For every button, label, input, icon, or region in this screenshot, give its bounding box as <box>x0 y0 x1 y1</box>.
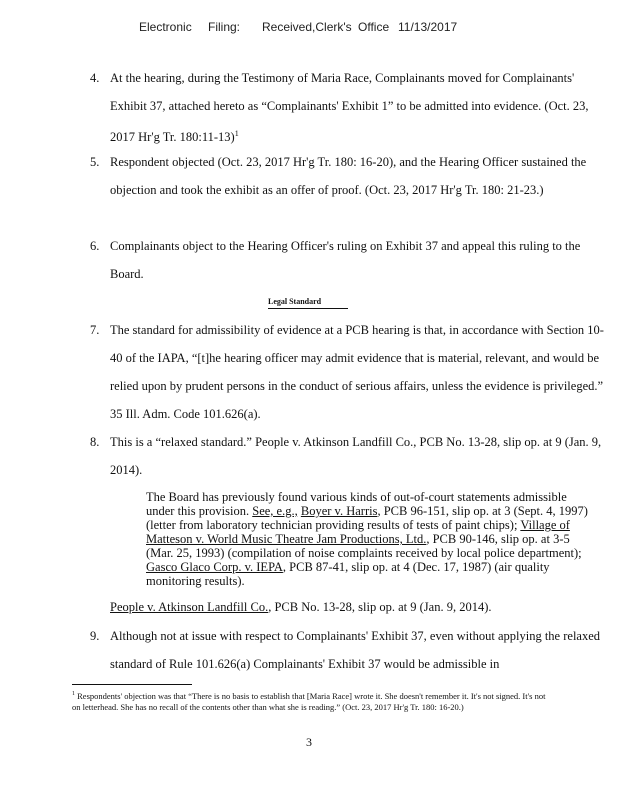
footnote-ref: 1 <box>234 129 239 138</box>
block-quote-citation <box>110 600 590 615</box>
paragraph-number: 5. <box>90 155 100 169</box>
quote-case-3-cite: , PCB 87-41, slip op. at 4 (Dec. 17, 1987) (air quality monitoring results). <box>146 560 550 588</box>
citation-rest: , PCB No. 13-28, slip op. at 9 (Jan. 9, 2014). <box>268 600 492 614</box>
quote-case-1-cite: , PCB 96-151, slip op. at 3 (Sept. 4, 1997) (letter from laboratory technician providing results of tests of paint chips); <box>146 504 588 532</box>
paragraph-text: Respondent objected (Oct. 23, 2017 Hr'g Tr. 180: 16-20), and the Hearing Officer sustained the objection and took the exhibit as an offer of proof. (Oct. 23, 2017 Hr'g Tr. 180: 21-23.) <box>110 155 587 197</box>
paragraph-number: 9. <box>90 629 100 643</box>
paragraph-text: Although not at issue with respect to Complainants' Exhibit 37, even without applying the relaxed standard of Rule 101.626(a) Complainants' Exhibit 37 would be admissible in <box>110 629 601 671</box>
paragraph-number: 4. <box>90 71 100 85</box>
header-filing: Filing: <box>208 20 241 34</box>
quote-case-2: Village of Matteson v. World Music Theatre Jam Productions, Ltd. <box>146 518 570 546</box>
paragraph-4 <box>90 64 610 151</box>
footnote-marker: 1 <box>72 691 75 697</box>
header-label: Electronic <box>139 20 192 34</box>
paragraph-number: 6. <box>90 239 100 253</box>
block-quote <box>146 490 592 588</box>
page-number: 3 <box>306 735 312 749</box>
paragraph-7 <box>90 316 610 428</box>
header-received: Received,Clerk's <box>262 20 352 34</box>
quote-case-3: Gasco Glaco Corp. v. IEPA <box>146 560 283 574</box>
paragraph-number: 8. <box>90 435 100 449</box>
paragraph-text: Complainants object to the Hearing Officer's ruling on Exhibit 37 and appeal this ruling to the Board. <box>110 239 581 281</box>
header-office: Office <box>358 20 390 34</box>
paragraph-text: This is a “relaxed standard.” People v. Atkinson Landfill Co., PCB No. 13-28, slip op. at 9 (Jan. 9, 2014). <box>110 435 602 477</box>
citation-case: People v. Atkinson Landfill Co. <box>110 600 269 614</box>
footnote <box>72 689 552 713</box>
footnote-divider <box>72 684 192 685</box>
header-date: 11/13/2017 <box>398 20 458 34</box>
paragraph-9 <box>90 622 610 678</box>
quote-intro: The Board has previously found various kinds of out-of-court statements admissible under this provision. <box>146 490 567 518</box>
paragraph-number: 7. <box>90 323 100 337</box>
paragraph-8 <box>90 428 610 484</box>
paragraph-text: The standard for admissibility of evidence at a PCB hearing is that, in accordance with Section 10-40 of the IAPA, “[t]he hearing officer may admit evidence that is material, relevant, and would be relied upon by prudent persons in the conduct of serious affairs, unless the evidence is privileged.” 35 Ill. Adm. Code 101.626(a). <box>110 323 604 421</box>
quote-see: See, e.g., <box>252 504 298 518</box>
paragraph-6 <box>90 232 610 288</box>
quote-case-1: Boyer v. Harris <box>300 504 378 518</box>
paragraph-text: At the hearing, during the Testimony of Maria Race, Complainants moved for Complainants' Exhibit 37, attached hereto as “Complainants' Exhibit 1” to be admitted into evidence. (Oct. 23, 2017 Hr'g Tr. 180:11-13) <box>110 71 589 145</box>
section-heading: Legal Standard <box>268 296 348 309</box>
paragraph-5 <box>90 148 610 204</box>
quote-case-2-cite: , PCB 90-146, slip op. at 3-5 (Mar. 25, 1993) (compilation of noise complaints received by local police department); <box>146 532 582 560</box>
footnote-text: Respondents' objection was that “There is no basis to establish that [Maria Race] wrote it. She doesn't remember it. It's not signed. It's not on letterhead. She has no recall of the contents other than what she is reading.” (Oct. 23, 2017 Hr'g Tr. 180: 16-20.) <box>72 690 546 712</box>
